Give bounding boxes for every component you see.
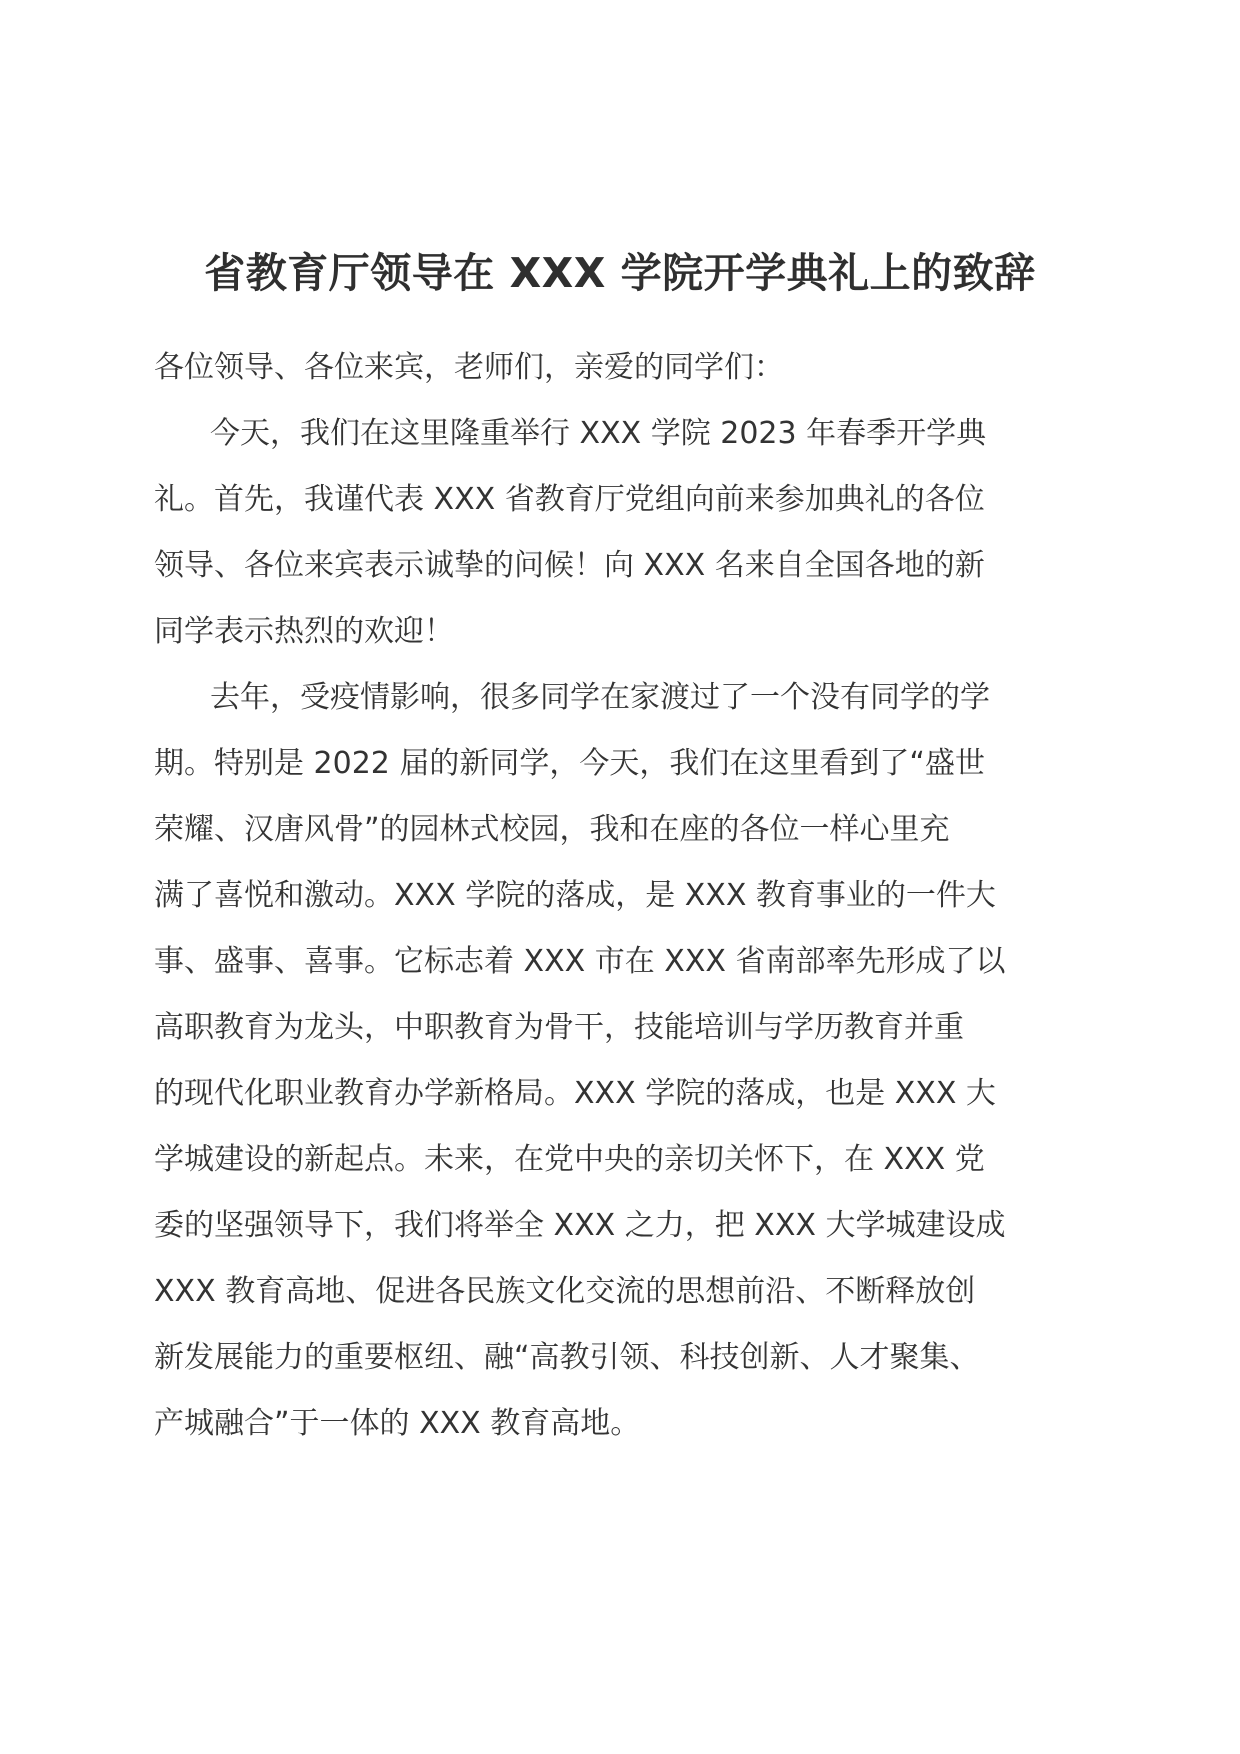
paragraph-line: 学城建设的新起点。未来，在党中央的亲切关怀下，在 XXX 党 xyxy=(154,1142,985,1177)
paragraph-line: 的现代化职业教育办学新格局。XXX 学院的落成，也是 XXX 大 xyxy=(154,1076,996,1111)
paragraph-1 xyxy=(154,401,1090,665)
paragraph-line: 礼。首先，我谨代表 XXX 省教育厅党组向前来参加典礼的各位 xyxy=(154,482,985,517)
paragraph-line: 委的坚强领导下，我们将举全 XXX 之力，把 XXX 大学城建设成 xyxy=(154,1208,1006,1243)
paragraph-line: 满了喜悦和激动。XXX 学院的落成，是 XXX 教育事业的一件大 xyxy=(154,878,996,913)
paragraph-line: 领导、各位来宾表示诚挚的问候！向 XXX 名来自全国各地的新 xyxy=(154,548,985,583)
paragraph-line: 高职教育为龙头，中职教育为骨干，技能培训与学历教育并重 xyxy=(154,1010,964,1045)
paragraph-line: 同学表示热烈的欢迎！ xyxy=(154,614,454,649)
paragraph-2 xyxy=(154,665,1090,1457)
paragraph-line: XXX 教育高地、促进各民族文化交流的思想前沿、不断释放创 xyxy=(154,1274,976,1309)
paragraph-line: 新发展能力的重要枢纽、融“高教引领、科技创新、人才聚集、 xyxy=(154,1340,980,1375)
paragraph-line: 荣耀、汉唐风骨”的园林式校园，我和在座的各位一样心里充 xyxy=(154,812,950,847)
paragraph-line: 今天，我们在这里隆重举行 XXX 学院 2023 年春季开学典 xyxy=(210,416,987,451)
document-body xyxy=(154,335,1090,1457)
paragraph-line: 产城融合”于一体的 XXX 教育高地。 xyxy=(154,1406,641,1441)
paragraph-line: 期。特别是 2022 届的新同学，今天，我们在这里看到了“盛世 xyxy=(154,746,985,781)
document-title: 省教育厅领导在 XXX 学院开学典礼上的致辞 xyxy=(204,249,1036,297)
paragraph-line: 事、盛事、喜事。它标志着 XXX 市在 XXX 省南部率先形成了以 xyxy=(154,944,1006,979)
salutation: 各位领导、各位来宾，老师们，亲爱的同学们： xyxy=(154,350,784,385)
paragraph-line: 去年，受疫情影响，很多同学在家渡过了一个没有同学的学 xyxy=(210,680,990,715)
